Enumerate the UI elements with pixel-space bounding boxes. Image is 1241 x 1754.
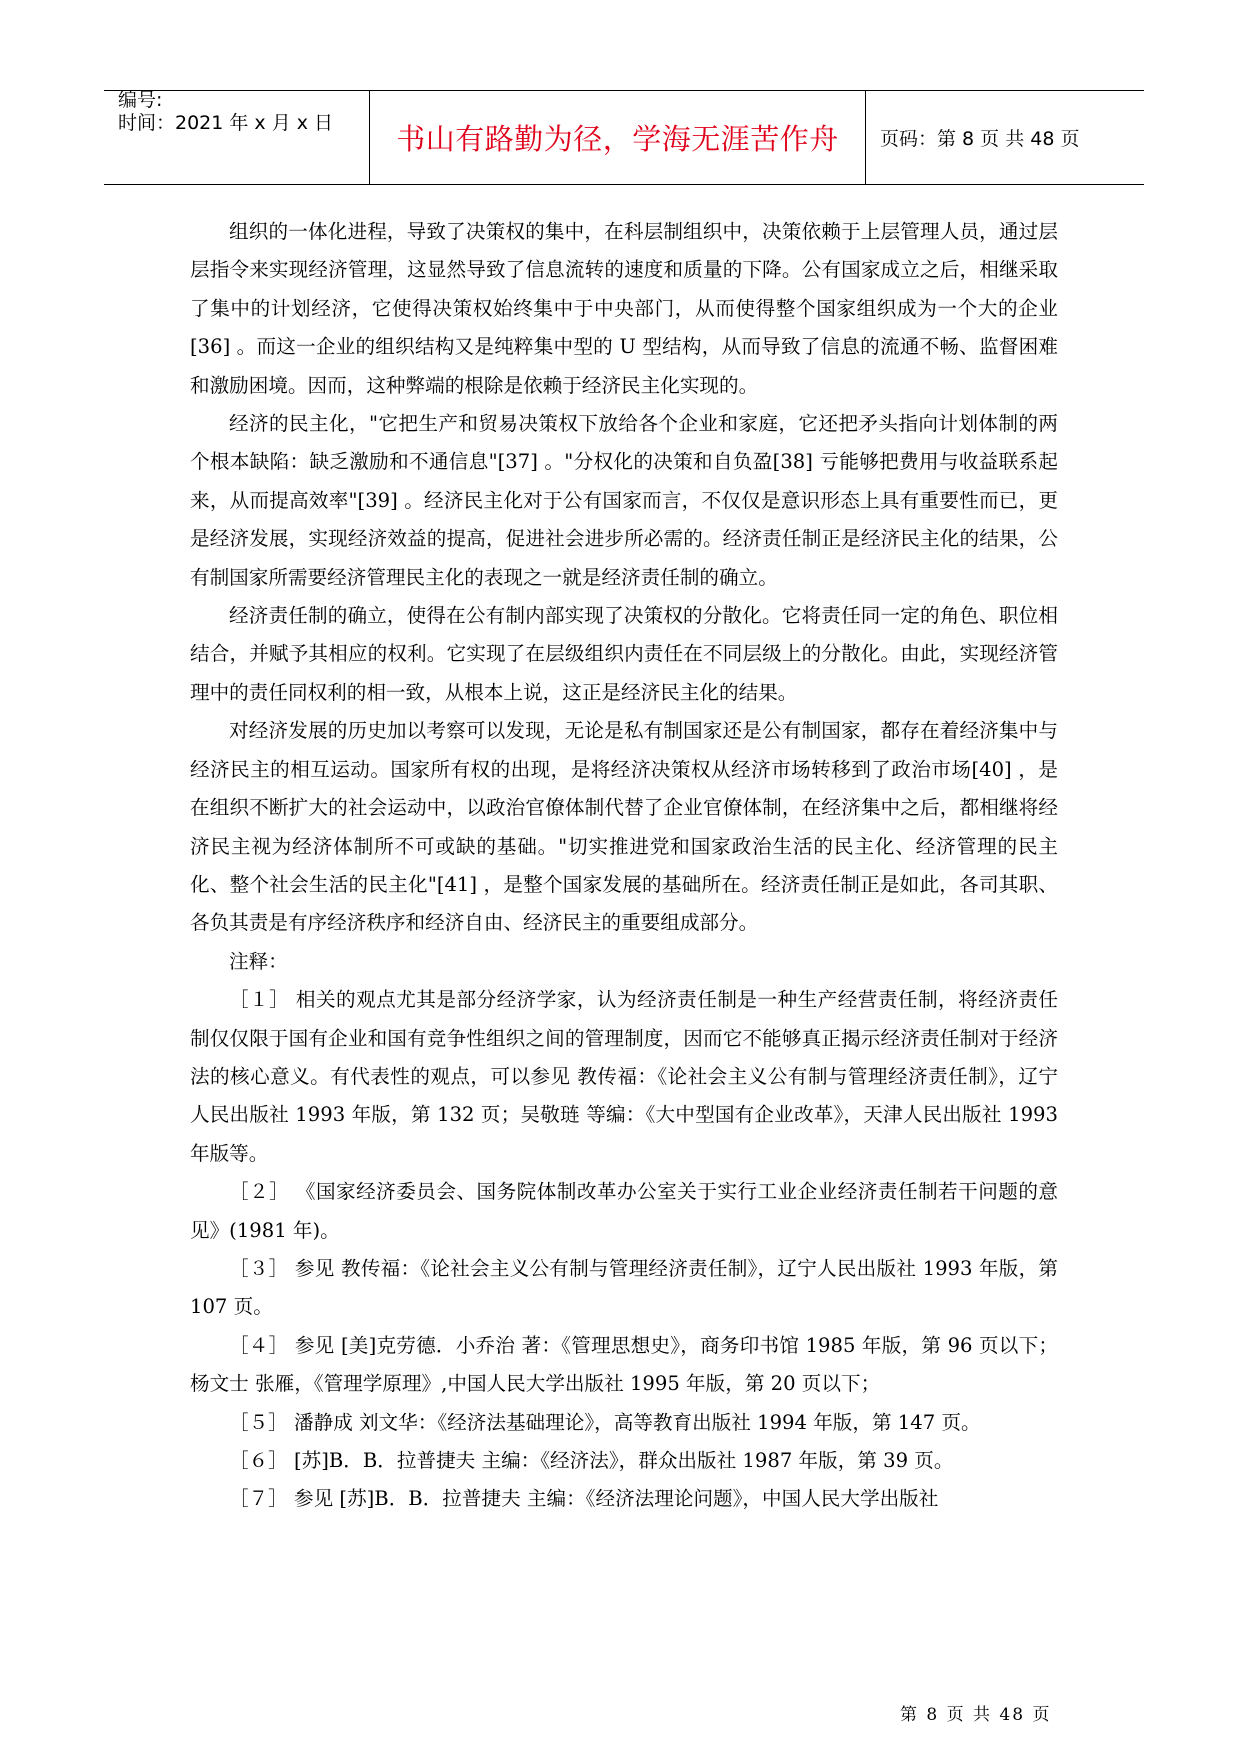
body-paragraph: 组织的一体化进程，导致了决策权的集中，在科层制组织中，决策依赖于上层管理人员，通过层层指令来实现经济管理，这显然导致了信息流转的速度和质量的下降。公有国家成立之后，相继采取了集中的计划经济，它使得决策权始终集中于中央部门，从而使得整个国家组织成为一个大的企业[36] 。而这一企业的组织结构又是纯粹集中型的 U 型结构，从而导致了信息的流通不畅、监督困难和激励困境。因而，这种弊端的根除是依赖于经济民主化实现的。 — [190, 220, 1058, 397]
page-header — [104, 90, 1144, 185]
footnote-item: ［３］ 参见 教传福：《论社会主义公有制与管理经济责任制》，辽宁人民出版社 1993 年版，第 107 页。 — [190, 1256, 1058, 1319]
document-time-label: 时间：2021 年 x 月 x 日 — [118, 112, 334, 134]
header-page-cell — [866, 91, 1144, 184]
document-body — [190, 213, 1058, 1519]
header-page-label: 页码：第 8 页 共 48 页 — [880, 128, 1080, 150]
footnote-item: ［４］ 参见 [美]克劳德．小乔治 著：《管理思想史》，商务印书馆 1985 年版，第 96 页以下；杨文士 张雁，《管理学原理》,中国人民大学出版社 1995 年版，第 20 页以下； — [190, 1333, 1058, 1396]
document-number-label: 编号: — [118, 89, 163, 111]
notes-heading: 注释： — [229, 949, 288, 973]
header-motto-cell — [370, 91, 866, 184]
page-footer-number: 第 8 页 共 48 页 — [900, 1705, 1052, 1725]
header-info-cell — [104, 91, 370, 184]
header-motto: 书山有路勤为径，学海无涯苦作舟 — [396, 122, 839, 156]
body-paragraph: 经济责任制的确立，使得在公有制内部实现了决策权的分散化。它将责任同一定的角色、职位相结合，并赋予其相应的权利。它实现了在层级组织内责任在不同层级上的分散化。由此，实现经济管理中的责任同权利的相一致，从根本上说，这正是经济民主化的结果。 — [190, 604, 1058, 704]
footnote-item: ［２］ 《国家经济委员会、国务院体制改革办公室关于实行工业企业经济责任制若干问题的意见》(1981 年)。 — [190, 1180, 1058, 1242]
body-paragraph: 对经济发展的历史加以考察可以发现，无论是私有制国家还是公有制国家，都存在着经济集中与经济民主的相互运动。国家所有权的出现，是将经济决策权从经济市场转移到了政治市场[40] ，是在组织不断扩大的社会运动中，以政治官僚体制代替了企业官僚体制，在经济集中之后，都相继将经济民主视为经济体制所不可或缺的基础。"切实推进党和国家政治生活的民主化、经济管理的民主化、整个社会生活的民主化"[41] ，是整个国家发展的基础所在。经济责任制正是如此，各司其职、各负其责是有序经济秩序和经济自由、经济民主的重要组成部分。 — [190, 719, 1058, 935]
footnote-item: ［６］ [苏]B．B．拉普捷夫 主编：《经济法》，群众出版社 1987 年版，第 39 页。 — [229, 1449, 954, 1472]
footnote-item: ［１］ 相关的观点尤其是部分经济学家，认为经济责任制是一种生产经营责任制，将经济责任制仅仅限于国有企业和国有竞争性组织之间的管理制度，因而它不能够真正揭示经济责任制对于经济法的核心意义。有代表性的观点，可以参见 教传福：《论社会主义公有制与管理经济责任制》，辽宁人民出版社 1993 年版，第 132 页；吴敬琏 等编：《大中型国有企业改革》，天津人民出版社 1993 年版等。 — [190, 988, 1058, 1165]
footnote-item: ［７］ 参见 [苏]B．B．拉普捷夫 主编：《经济法理论问题》，中国人民大学出版社 — [229, 1487, 939, 1511]
body-paragraph: 经济的民主化，"它把生产和贸易决策权下放给各个企业和家庭，它还把矛头指向计划体制的两个根本缺陷：缺乏激励和不通信息"[37] 。"分权化的决策和自负盈[38] 亏能够把费用与收益联系起来，从而提高效率"[39] 。经济民主化对于公有国家而言，不仅仅是意识形态上具有重要性而已，更是经济发展，实现经济效益的提高，促进社会进步所必需的。经济责任制正是经济民主化的结果，公有制国家所需要经济管理民主化的表现之一就是经济责任制的确立。 — [190, 412, 1058, 589]
footnote-item: ［５］ 潘静成 刘文华：《经济法基础理论》，高等教育出版社 1994 年版，第 147 页。 — [229, 1410, 981, 1434]
